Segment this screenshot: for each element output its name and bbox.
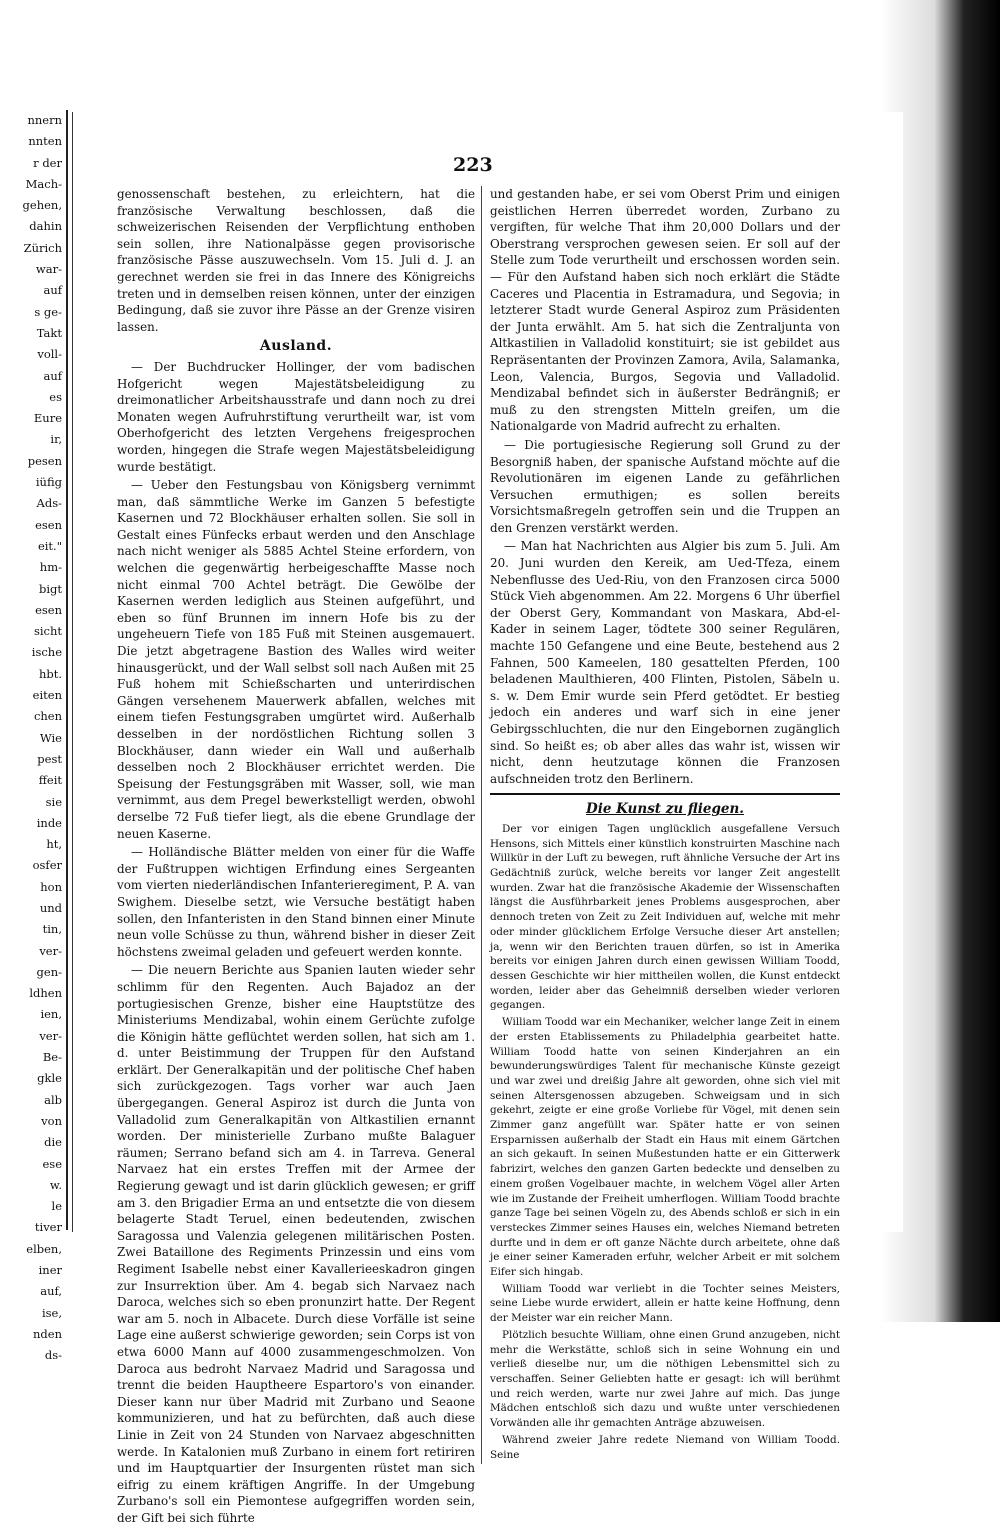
prev-page-fragment: dahin <box>29 219 62 234</box>
prev-page-fragment: Mach- <box>25 176 62 191</box>
prev-page-fragment: Ads- <box>36 496 62 511</box>
prev-page-fragment: auf <box>43 283 62 298</box>
prev-page-fragment: iüfig <box>35 475 62 490</box>
prev-page-fragment: w. <box>49 1177 62 1192</box>
prev-page-fragment: Zürich <box>23 240 62 255</box>
prev-page-fragment: osfer <box>32 858 62 873</box>
news-item: — Die neuern Berichte aus Spanien lauten wieder sehr schlimm für den Regenten. Auch Bajadoz an der portugiesischen Grenze, bisher eine Hauptstütze des Ministeriums Mendizabal, wohin einem Gerüchte zufolge die Königin hätte geflüchtet werden sollen, hat sich am 1. d. unter Beistimmung der Truppen für den Aufstand erklärt. Der Generalkapitän und der politische Chef haben sich zurückgezogen. Tags vorher war auch Jaen übergegangen. General Aspiroz ist durch die Junta von Valladolid zum Generalkapitän von Altkastilien ernannt worden. Der ministerielle Zurbano mußte Balaguer räumen; Serrano befand sich am 4. in Tarreva. General Narvaez hat ein erstes Treffen mit der Armee der Regierung gewagt und ist darin glücklich gewesen; er griff am 3. den Brigadier Erma an und entsetzte die von diesem belagerte Stadt Teruel, einen bedeutenden, zwischen Saragossa und Valenzia gelegenen militärischen Posten. Zwei Bataillone des Regiments Prinzessin und eins vom Regiment Isabelle nebst einer Kavallerieeskadron gingen zur Insurrektion über. Am 4. begab sich Narvaez nach Daroca, welches sich so eben pronunzirt hatte. Der Regent war am 5. noch in Albacete. Durch diese Vorfälle ist seine Lage eine außerst schwierige geworden; sein Corps ist von etwa 6000 Mann auf 4000 zusammengeschmolzen. Von Daroca aus bedroht Narvaez Madrid und Saragossa und trennt die beiden Hauptheere Espartoro's von einander. Dieser kann nur über Madrid mit Zurbano und Seaone kommunizieren, und hat zu befürchten, daß auch diese Linie in Zeit von 24 Stunden von Narvaez abgeschnitten werde. In Katalonien muß Zurbano in einem fort retiriren und im Hauptquartier der Insurgenten rüstet man sich eifrig zu einem kräftigen Angriffe. In der Umgebung Zurbano's soll ein Piemontese aufgegriffen worden sein, der Gift bei sich führte <box>117 963 475 1525</box>
prev-page-fragment: Eure <box>33 411 62 426</box>
article-paragraph: William Toodd war verliebt in die Tochter seines Meisters, seine Liebe wurde erwidert, allein er hatte keine Hoffnung, denn der Meister war ein reicher Mann. <box>490 1282 840 1325</box>
section-title: Ausland. <box>259 338 333 355</box>
page-number: 223 <box>453 154 493 176</box>
article-paragraph: Plötzlich besuchte William, ohne einen Grund anzugeben, nicht mehr die Werkstätte, schloß sich in seine Wohnung ein und verließ dieselbe nur, um die nöthigen Lebensmittel sich zu verschaffen. Seiner Geliebten hatte er gesagt: ich will berühmt und reich werden, warte nur zwei Jahre auf mich. Das junge Mädchen entschloß sich dazu und wußte unter verschiedenen Vorwänden alle ihr gemachten Anträge abzuweisen. <box>490 1328 840 1430</box>
prev-page-fragment: und <box>39 900 62 915</box>
article-paragraph: William Toodd war ein Mechaniker, welcher lange Zeit in einem der ersten Etablissements zu Philadelphia gearbeitet hatte. William Toodd hatte von seinen Kinderjahren an ein bewunderungswürdiges Talent für mechanische Künste gezeigt und war zwei und dreißig Jahre alt geworden, ohne sich viel mit seinen Altersgenossen abzugeben. Schweigsam und in sich gekehrt, zeigte er eine große Vorliebe für Vögel, mit denen sein Zimmer ganz angefüllt war. Später hatte er von seinen Ersparnissen außerhalb der Stadt ein Haus mit einem Gärtchen an sich gekauft. In seinen Mußestunden hatte er ein Gitterwerk fabrizirt, welches den ganzen Garten bedeckte und denselben zu einem großen Vogelbauer machte, in welchem Vögel aller Arten wie im Zustande der Freiheit umherflogen. William Toodd brachte ganze Tage bei seinen Vögeln zu, des Abends schloß er sich in ein versteckes Zimmer seines Hauses ein, welches Niemand betreten durfte und in dem er oft ganze Nächte durch arbeitete, ohne daß je einer seiner Kameraden erfuhr, welcher Arbeit er mit solchem Eifer sich hingab. <box>490 1016 840 1279</box>
prev-page-fragment: gehen, <box>22 198 62 213</box>
prev-page-fragment: iner <box>38 1263 62 1278</box>
prev-page-fragment: gkle <box>37 1071 62 1086</box>
prev-page-fragment: eiten <box>32 688 62 703</box>
prev-page-fragment: von <box>41 1113 62 1128</box>
prev-page-fragment: ffeit <box>38 773 62 788</box>
feuilleton-article <box>490 822 840 1462</box>
prev-page-fragment: nnern <box>27 113 62 127</box>
prev-page-fragment: inde <box>36 815 62 830</box>
prev-page-fragment: eit." <box>37 538 62 553</box>
prev-page-fragment: ver- <box>39 943 62 958</box>
article-paragraph: Der vor einigen Tagen unglücklich ausgefallene Versuch Hensons, sich Mittels einer künstlich konstruirten Maschine nach Willkür in der Luft zu bewegen, ruft ähnliche Versuche der Art ins Gedächtniß zurück, welche bereits vor langer Zeit angestellt wurden. Zwar hat die französische Akademie der Wissenschaften längst die Ausführbarkeit jenes Problems ausgesprochen, aber dennoch treten von Zeit zu Zeit Individuen auf, welche mit mehr oder minder glücklichem Erfolge Versuche dieser Art anstellen; ja, wenn wir den Berichten trauen dürfen, so ist in Amerika bereits vor einigen Jahren durch einen gewissen William Toodd, dessen Geschichte wir hier mittheilen wollen, die Kunst entdeckt worden, leider aber das Geheimniß derselben wieder verloren gegangen. <box>490 822 840 1012</box>
prev-page-fragment: ir, <box>50 432 62 447</box>
prev-page-fragment: ien, <box>40 1007 62 1022</box>
previous-page-edge <box>0 110 68 1363</box>
prev-page-fragment: alb <box>44 1092 62 1107</box>
right-column <box>481 186 840 1464</box>
prev-page-fragment: tin, <box>42 922 62 937</box>
prev-page-fragment: Be- <box>42 1050 62 1065</box>
news-item: — Die portugiesische Regierung soll Grund zu der Besorgniß haben, der spanische Aufstand möchte auf die Revolutionären im eigenen Lande zu gefährlichen Versuchen ermuthigen; es sollen bereits Vorsichtsmaßregeln getroffen sein und die Truppen an den Grenzen verstärkt werden. <box>490 437 840 535</box>
prev-page-fragment: hm- <box>39 560 62 575</box>
prev-page-fragment: nden <box>33 1326 62 1341</box>
prev-page-fragment: Takt <box>36 325 62 340</box>
prev-page-fragment: ise, <box>41 1305 62 1320</box>
article-title: Die Kunst zu fliegen. <box>586 801 744 818</box>
prev-page-fragment: le <box>51 1199 62 1214</box>
prev-page-fragment: hon <box>40 879 62 894</box>
prev-page-fragment: Wie <box>39 730 62 745</box>
prev-page-fragment: auf <box>43 368 62 383</box>
prev-page-fragment: elben, <box>26 1241 62 1256</box>
prev-page-fragment: es <box>49 389 62 404</box>
prev-page-fragment: voll- <box>37 347 62 362</box>
prev-page-fragment: gen- <box>36 964 62 979</box>
prev-page-fragment: ische <box>31 645 62 660</box>
prev-page-fragment: s ge- <box>34 304 62 319</box>
prev-page-fragment: pesen <box>27 453 62 468</box>
prev-page-fragment: esen <box>35 517 62 532</box>
prev-page-fragment: tiver <box>34 1220 62 1235</box>
prev-page-fragment: nnten <box>28 134 62 149</box>
news-item: — Man hat Nachrichten aus Algier bis zum 5. Juli. Am 20. Juni wurden den Kereik, am Ued-Tfeza, einem Nebenflusse des Ued-Riu, von den Franzosen circa 5000 Stück Vieh abgenommen. Am 22. Morgens 6 Uhr überfiel der Oberst Gery, Kommandant von Maskara, Abd-el-Kader in seinem Lager, tödtete 300 seiner Regulären, machte 150 Gefangene und eine Beute, bestehend aus 2 Fahnen, 500 Kameelen, 180 gesattelten Pferden, 100 beladenen Maulthieren, 400 Flinten, Pistolen, Säbeln u. s. w. Dem Emir wurde sein Pferd getödtet. Er bestieg jedoch ein anderes und warf sich in eine jener Gebirgsschluchten, die nur den Eingebornen zugänglich sind. So heißt es; ob aber alles das wahr ist, wissen wir nicht, denn heutzutage können die Franzosen aufschneiden trotz den Berlinern. <box>490 539 840 786</box>
news-item: und gestanden habe, er sei vom Oberst Prim und einigen geistlichen Herren überredet worden, Zurbano zu vergiften, für welche That ihm 20,000 Dollars und der Oberstrang versprochen gewesen seien. Er soll auf der Stelle zum Tode verurtheilt und erschossen worden sein. — Für den Aufstand haben sich noch erklärt die Städte Caceres und Placentia in Estramadura, und Segovia; in letzterer Stadt wurde General Aspiroz zum Präsidenten der Junta erwählt. Am 5. hat sich die Zentraljunta von Altkastilien in Valladolid konstituirt; sie ist gebildet aus Repräsentanten der Provinzen Zamora, Avila, Salamanka, Leon, Valencia, Burgos, Segovia und Valladolid. Mendizabal befindet sich in äußerster Bedrängniß; er muß zu den strengsten Mitteln greifen, um die Nationalgarde von Madrid aufrecht zu erhalten. <box>490 187 840 434</box>
prev-page-fragment: chen <box>33 709 62 724</box>
prev-page-fragment: esen <box>35 602 62 617</box>
article-paragraph: Während zweier Jahre redete Niemand von William Toodd. Seine <box>490 1433 840 1461</box>
prev-page-fragment: hbt. <box>38 666 62 681</box>
article-divider <box>490 793 840 795</box>
prev-page-fragment: bigt <box>38 581 62 596</box>
news-item: — Holländische Blätter melden von einer für die Waffe der Fußtruppen wichtigen Erfindung eines Sergeanten vom vierten niederländischen Infanterieregiment, P. A. van Swighem. Dieselbe setzt, wie Versuche bestätigt haben sollen, den Infanteristen in den Stand binnen einer Minute neun volle Schüsse zu thun, während bisher in dieser Zeit höchstens zweimal geladen und gefeuert werden konnte. <box>117 845 475 959</box>
prev-page-fragment: sie <box>45 794 62 809</box>
newspaper-page <box>72 112 903 1525</box>
intro-paragraph: genossenschaft bestehen, zu erleichtern, hat die französische Verwaltung beschlossen, daß die schweizerischen Reisenden der Verpflichtung enthoben sein sollen, ihre Nationalpässe gegen provisorische französische Pässe auszuwechseln. Vom 15. Juli d. J. an gerechnet werden sie frei in das Innere des Königreichs treten und in demselben reisen können, unter der einzigen Bedingung, daß sie zuvor ihre Pässe an der Grenze visiren lassen. <box>117 187 475 334</box>
prev-page-fragment: auf, <box>40 1284 62 1299</box>
scan-top-margin <box>0 0 1000 110</box>
prev-page-fragment: ldhen <box>29 986 62 1001</box>
prev-page-fragment: war- <box>35 262 62 277</box>
prev-page-fragment: die <box>44 1135 62 1150</box>
prev-page-fragment: sicht <box>33 624 62 639</box>
prev-page-fragment: r der <box>33 155 62 170</box>
prev-page-fragment: ver- <box>39 1028 62 1043</box>
news-item: — Ueber den Festungsbau von Königsberg vernimmt man, daß sämmtliche Werke im Ganzen 5 befestigte Kasernen und 72 Blockhäuser erhalten sollen. Sie soll in Gestalt eines Fünfecks erbaut werden und den Anschlage nach nicht weniger als 5885 Achtel Steine erfordern, von welchen die gegenwärtig herbeigeschaffte Masse noch nicht einmal 700 Achtel beträgt. Die Gewölbe der Kasernen werden lediglich aus Steinen aufgeführt, und eben so fünf Brunnen im innern Hofe bis zu der ungeheuern Tiefe von 185 Fuß mit Steinen ausgemauert. Die jetzt abgetragene Bastion des Walles wird weiter hinausgerückt, und der Wall selbst soll nach Außen mit 25 Fuß hohem mit Schießscharten und unterirdischen Gängen versehenem Mauerwerk abfallen, welches mit einem tiefen Festungsgraben umgürtet wird. Außerhalb desselben in der nordöstlichen Richtung sollen 3 Blockhäuser, dann wieder ein Wall und außerhalb desselben noch 2 Blockhäuser errichtet werden. Die Speisung der Festungsgräben mit Wasser, soll, wie man vernimmt, aus dem Pregel bewerkstelligt werden, obwohl derselbe 72 Fuß tiefer liegt, als die ebene Grundlage der neuen Kaserne. <box>117 478 475 841</box>
left-column <box>117 186 475 1529</box>
prev-page-fragment: ese <box>42 1156 62 1171</box>
prev-page-fragment: ds- <box>44 1348 62 1363</box>
prev-page-fragment: pest <box>37 751 62 766</box>
news-item: — Der Buchdrucker Hollinger, der vom badischen Hofgericht wegen Majestätsbeleidigung zu dreimonatlicher Arbeitshausstrafe und dann noch zu drei Monaten wegen Aufruhrstiftung verurtheilt war, ist vom Oberhofgericht des letzten Vergehens freigesprochen worden, hingegen die Strafe wegen Majestätsbeleidigung wurde bestätigt. <box>117 359 475 474</box>
prev-page-fragment: ht, <box>46 837 62 852</box>
